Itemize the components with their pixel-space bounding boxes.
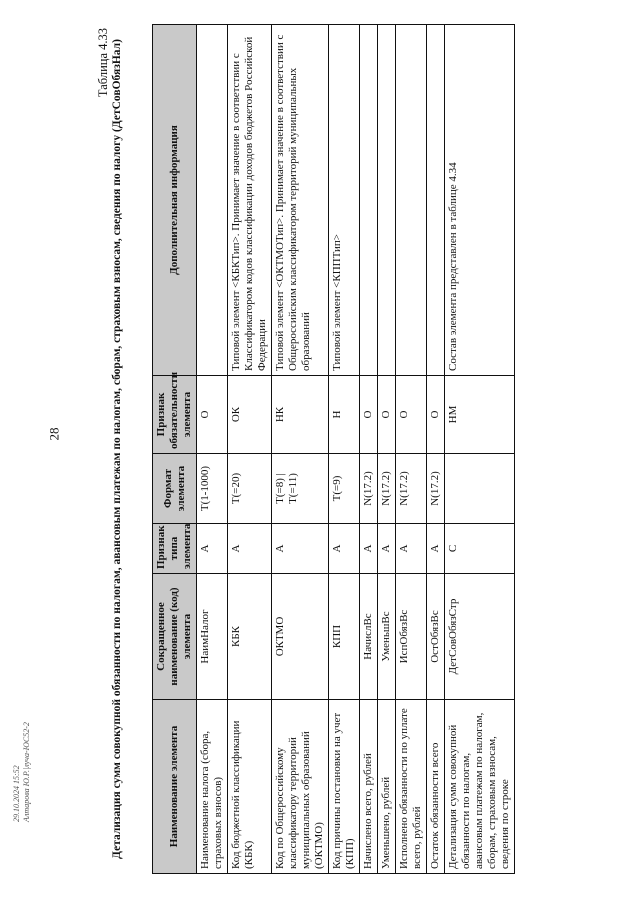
- cell-name: Код по Общероссийскому классификатору территорий муниципальных образований (ОКТМО): [272, 700, 329, 874]
- cell-code: ОКТМО: [272, 574, 329, 700]
- cell-info: [378, 25, 396, 376]
- cell-format: N(17.2): [378, 454, 396, 524]
- table-row: [445, 25, 515, 874]
- cell-required: О: [427, 376, 445, 454]
- cell-name: Код бюджетной классификации (КБК): [228, 700, 272, 874]
- cell-name: Код причины постановки на учет (КПП): [329, 700, 360, 874]
- cell-info: [396, 25, 427, 376]
- header-format: Формат элемента: [153, 454, 197, 524]
- cell-format: T(=20): [228, 454, 272, 524]
- table-row: [427, 25, 445, 874]
- cell-code: КПП: [329, 574, 360, 700]
- table-header-row: [153, 25, 197, 874]
- cell-info: Типовой элемент <КППТип>: [329, 25, 360, 376]
- cell-format: N(17.2): [427, 454, 445, 524]
- table-row: [360, 25, 378, 874]
- footer-date: 29.10.2024 15:52: [12, 765, 21, 822]
- table-row: [378, 25, 396, 874]
- cell-type: А: [329, 524, 360, 574]
- cell-name: Наименование налога (сбора, страховых взносов): [197, 700, 228, 874]
- cell-type: А: [272, 524, 329, 574]
- cell-type: А: [197, 524, 228, 574]
- header-code: Сокращенное наименование (код) элемента: [153, 574, 197, 700]
- table-title: Детализация сумм совокупной обязанности по налогам, авансовым платежам по налогам, сборам, страховым взносам, сведения по налогу (ДетСовОбязНал): [111, 39, 123, 859]
- table-row: [197, 25, 228, 874]
- cell-format: T(=9): [329, 454, 360, 524]
- cell-code: НаимНалог: [197, 574, 228, 700]
- caption: [96, 24, 152, 874]
- cell-type: А: [228, 524, 272, 574]
- cell-type: А: [427, 524, 445, 574]
- cell-code: ИспОбязВс: [396, 574, 427, 700]
- footer-stamp: [12, 722, 32, 822]
- cell-format: [445, 454, 515, 524]
- cell-info: [360, 25, 378, 376]
- table-row: [396, 25, 427, 874]
- cell-format: N(17.2): [396, 454, 427, 524]
- cell-required: О: [396, 376, 427, 454]
- cell-info: Типовой элемент <ОКТМОТип>. Принимает значение в соответствии с Общероссийским классификатором территорий муниципальных образований: [272, 25, 329, 376]
- cell-type: А: [360, 524, 378, 574]
- cell-info: Типовой элемент <КБКТип>. Принимает значение в соответствии с Классификатором кодов классификации доходов бюджетов Российской Федерации: [228, 25, 272, 376]
- cell-required: НМ: [445, 376, 515, 454]
- cell-name: Исполнено обязанности по уплате всего, рублей: [396, 700, 427, 874]
- table-row: [228, 25, 272, 874]
- cell-type: А: [396, 524, 427, 574]
- cell-name: Уменьшено, рублей: [378, 700, 396, 874]
- cell-code: ОстОбязВс: [427, 574, 445, 700]
- cell-code: НачислВс: [360, 574, 378, 700]
- rotated-table-page: [96, 24, 626, 874]
- cell-required: О: [378, 376, 396, 454]
- cell-info: [427, 25, 445, 376]
- cell-name: Детализация сумм совокупной обязанности по налогам, авансовым платежам по налогам, сборам, страховым взносам, сведения по строке: [445, 700, 515, 874]
- cell-required: Н: [329, 376, 360, 454]
- table-number: Таблица 4.33: [96, 28, 110, 98]
- cell-info: Состав элемента представлен в таблице 4.34: [445, 25, 515, 376]
- cell-type: С: [445, 524, 515, 574]
- cell-format: T(=8) | T(=11): [272, 454, 329, 524]
- cell-code: ДетСовОбязСтр: [445, 574, 515, 700]
- cell-required: О: [360, 376, 378, 454]
- cell-required: НК: [272, 376, 329, 454]
- cell-name: Начислено всего, рублей: [360, 700, 378, 874]
- cell-name: Остаток обязанности всего: [427, 700, 445, 874]
- header-info: Дополнительная информация: [153, 25, 197, 376]
- table-row: [329, 25, 360, 874]
- header-required: Признак обязательности элемента: [153, 376, 197, 454]
- cell-format: N(17.2): [360, 454, 378, 524]
- table-row: [272, 25, 329, 874]
- header-name: Наименование элемента: [153, 700, 197, 874]
- page-number: 28: [46, 427, 62, 441]
- cell-required: О: [197, 376, 228, 454]
- cell-type: А: [378, 524, 396, 574]
- footer-author: Алтарова Ю.Р.|луча-ЮС52-2: [22, 722, 31, 822]
- header-type: Признак типа элемента: [153, 524, 197, 574]
- cell-format: T(1-1000): [197, 454, 228, 524]
- cell-code: КБК: [228, 574, 272, 700]
- cell-info: [197, 25, 228, 376]
- elements-table: [152, 24, 515, 874]
- cell-required: ОК: [228, 376, 272, 454]
- cell-code: УменьшВс: [378, 574, 396, 700]
